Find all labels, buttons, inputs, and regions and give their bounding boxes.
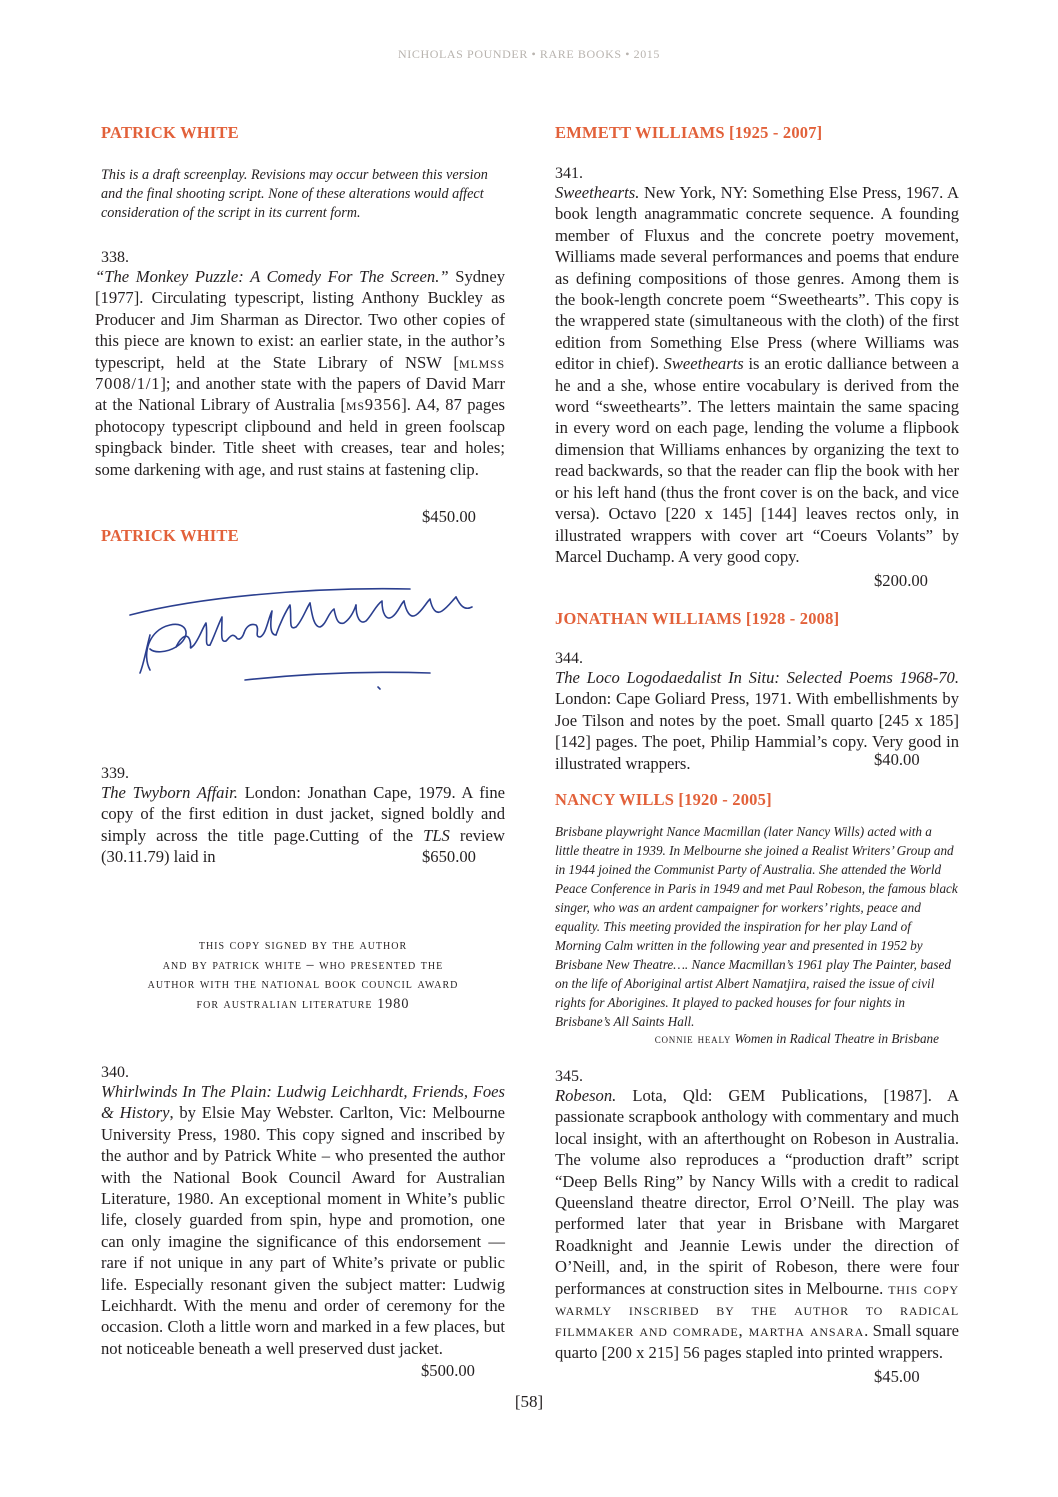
quote-text: Brisbane playwright Nance Macmillan (later Nancy Wills) acted with a little theatre in 1939. In Melbourne she joined a Realist Writers’ Group and in 1944 joined the Communist Party of Australia. She attended the World Peace Conference in Paris in 1949 and met Paul Robeson, the famous black singer, who was an ardent campaigner for workers’ rights, peace and equality. This meeting provided the inspiration for her play Land of Morning Calm written in the following year and presented in 1952 by Brisbane New Theatre…. Nance Macmillan’s 1961 play The Painter, based on the life of Aboriginal artist Albert Namatjira, raised the issue of civil rights for Aborigines. It played to packed houses for four nights in Brisbane’s All Saints Hall. — [555, 824, 958, 1029]
entry-340 — [101, 1065, 505, 1359]
caption-line-4: for australian literature 1980 — [196, 995, 410, 1012]
entry-number: 338. — [101, 249, 129, 266]
price-340: $500.00 — [421, 1361, 475, 1380]
quote-block — [555, 822, 959, 1047]
entry-title: The Twyborn Affair. — [101, 783, 238, 802]
entry-title: The Loco Logodaedalist In Situ: Selected Poems 1968-70. — [555, 668, 959, 687]
caption-line-1: this copy signed by the author — [198, 937, 408, 953]
entry-text-part: Lota, Qld: GEM Publications, [1987]. A passionate scrapbook anthology with commentary and much local insight, with an afterthought on Robeson in Australia. The volume also reproduces a “production draft” script “Deep Bells Ring” by Nancy Wills with a credit to radical Queensland theatre director, Errol O’Neill. The play was performed later that year in Brisbane with Margaret Roadknight and Jeannie Lewis under the direction of O’Neill, and, in the spirit of Robeson, there were four performances at construction sites in Melbourne. — [555, 1086, 959, 1298]
quote-source-title: Women in Radical Theatre in Brisbane — [734, 1031, 939, 1046]
author-heading-block-nw — [555, 790, 959, 810]
quote-author: connie healy — [654, 1031, 732, 1046]
entry-number: 339. — [101, 765, 129, 782]
caption-line-2: and by patrick white – who presented the — [162, 956, 444, 973]
entry-title: Whirlwinds In The Plain: Ludwig Leichhardt, Friends, Foes & History — [101, 1082, 505, 1123]
running-head: NICHOLAS POUNDER • RARE BOOKS • 2015 — [397, 47, 661, 61]
entry-text-part: ]. A4, 87 pages photocopy typescript clipbound and held in green foolscap spingback binder. Title sheet with creases, tear and holes; some darkening with age, and rust stains at fastening clip. — [95, 395, 505, 479]
entry-title: Robeson. — [555, 1086, 617, 1105]
entry-text — [95, 266, 505, 480]
entry-number: 345. — [555, 1068, 583, 1085]
entry-number: 344. — [555, 650, 583, 667]
entry-text-part: review (30.11.79) laid in — [101, 825, 506, 867]
author-heading-patrick-white-1: PATRICK WHITE — [101, 123, 239, 142]
entry-text — [101, 1081, 505, 1359]
patrick-white-signature — [110, 575, 500, 710]
entry-number: 341. — [555, 165, 583, 182]
caption-block — [101, 936, 505, 1014]
price-341: $200.00 — [874, 571, 928, 590]
entry-text-part: , by Elsie May Webster. Carlton, Vic: Melbourne University Press, 1980. This copy signed and inscribed by the author and by Patrick White – who presented the author with the National Book Council Award for Australian Literature, 1980. An exceptional moment in White’s public life, closely guarded from spin, hype and promotion, one can only imagine the significance of this endorsement — rare if not unique in any part of White’s private or public life. Especially resonant given the subject matter: Ludwig Leichhardt. With the menu and order of ceremony for the occasion. Cloth a little worn and marked in a few places, but not noticeable beneath a well preserved dust jacket. — [101, 1103, 505, 1358]
price-344: $40.00 — [874, 750, 920, 769]
left-column — [101, 123, 505, 143]
signature-image — [110, 575, 500, 710]
entry-text — [555, 182, 959, 567]
author-heading-block-2 — [101, 526, 505, 546]
entry-text-part: is an erotic dalliance between a he and a she, whose entire vocabulary is derived from the word “sweethearts”. The letters maintain the same spacing in every word on each page, lending the volume a flipbook dimension that Williams enhances by organizing the text to read backwards, so that the reader can flip the book with her or his left hand (thus the front cover is on the back, and vice versa). Octavo [220 x 145] [144] leaves rectos only, in illustrated wrappers with cover art “Coeurs Volants” by Marcel Duchamp. A very good copy. — [555, 354, 959, 566]
entry-number: 340. — [101, 1064, 129, 1081]
shelfmark: mlmss 7008/1/1 — [95, 352, 505, 394]
author-heading-jonathan-williams: JONATHAN WILLIAMS [1928 - 2008] — [555, 609, 840, 628]
entry-text-part: Sydney [1977]. Circulating typescript, listing Anthony Buckley as Producer and Jim Sharman as Director. Two other copies of this piece are known to exist: an earlier state, in the author’s typescript, held at the State Library of NSW [ — [95, 267, 505, 372]
entry-title: Sweethearts — [663, 354, 744, 374]
entry-text-part: New York, NY: Something Else Press, 1967. A book length anagrammatic concrete sequence. A founding member of Fluxus and the concrete poetry movement, Williams made several performances and poems that endure as defining compositions of those genres. Among them is the book-length concrete poem “Sweethearts”. This copy is the wrappered state (simultaneous with the cloth) of the first edition from Something Else Press (where Williams was editor in chief). — [555, 183, 959, 374]
price-345: $45.00 — [874, 1367, 920, 1386]
entry-title: “The Monkey Puzzle: A Comedy For The Screen.” — [95, 267, 449, 286]
caption-line-3: author with the national book council award — [147, 976, 459, 992]
entry-text-part: . Small square quarto [200 x 215] 56 pages stapled into printed wrappers. — [555, 1321, 959, 1362]
entry-338 — [95, 249, 505, 480]
draft-note-block — [101, 166, 505, 223]
author-heading-block-jw — [555, 609, 959, 629]
right-column — [555, 123, 959, 143]
entry-text-part: TLS — [423, 825, 450, 845]
quote-attribution — [555, 1031, 959, 1047]
inscription-note: this copy warmly inscribed by the author to radical filmmaker and comrade, martha ansara — [555, 1278, 959, 1341]
entry-341 — [555, 166, 959, 567]
entry-text — [555, 1085, 959, 1363]
author-heading-nancy-wills: NANCY WILLS [1920 - 2005] — [555, 790, 772, 809]
entry-text-part: London: Jonathan Cape, 1979. A fine copy of the first edition in dust jacket, signed boldly and simply across the title page.Cutting of the — [101, 783, 506, 845]
draft-note: This is a draft screenplay. Revisions may occur between this version and the final shooting script. None of these alterations would affect consideration of the script in its current form. — [101, 167, 488, 221]
page-number: [58] — [514, 1392, 544, 1411]
entry-text-part: ]; and another state with the papers of David Marr at the National Library of Australia [ — [95, 374, 505, 415]
entry-text-part: London: Cape Goliard Press, 1971. With embellishments by Joe Tilson and notes by the poet. Small quarto [245 x 185] [142] pages. The poet, Philip Hammial’s copy. Very good in illustrated wrappers. — [555, 689, 959, 773]
author-heading-emmett-williams: EMMETT WILLIAMS [1925 - 2007] — [555, 123, 823, 142]
entry-345 — [555, 1069, 959, 1363]
price-338: $450.00 — [422, 507, 476, 526]
author-heading-patrick-white-2: PATRICK WHITE — [101, 526, 239, 545]
shelfmark: ms9356 — [345, 395, 402, 415]
entry-title: Sweethearts. — [555, 183, 640, 202]
price-339: $650.00 — [422, 847, 476, 866]
